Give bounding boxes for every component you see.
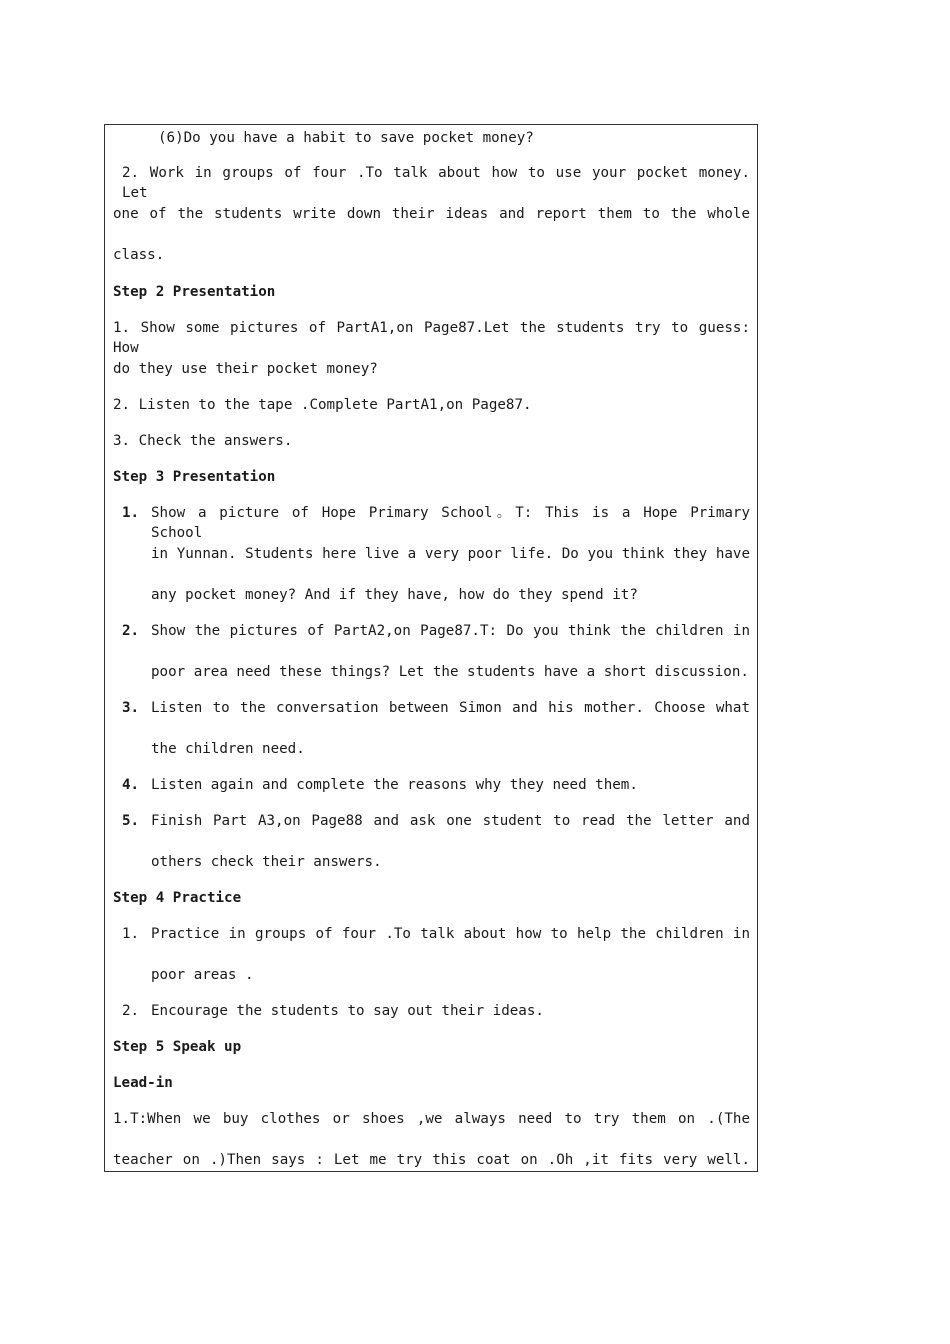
step1-item2-line1: 2. Work in groups of four .To talk about how to use your pocket money. Let — [122, 165, 750, 201]
step2-item2: 2. Listen to the tape .Complete PartA1,on Page87. — [113, 397, 532, 413]
step3-item5-line2: others check their answers. — [151, 854, 382, 870]
step3-number-2: 2. — [122, 623, 140, 639]
step3-item4: Listen again and complete the reasons why they need them. — [151, 777, 638, 793]
step3-item2-line1: Show the pictures of PartA2,on Page87.T: Do you think the children in — [151, 623, 750, 639]
step4-item1-line2: poor areas . — [151, 967, 254, 983]
lead-in-subheading: Lead-in — [113, 1075, 173, 1091]
step4-item2: Encourage the students to say out their ideas. — [151, 1003, 544, 1019]
step3-item2-line2: poor area need these things? Let the students have a short discussion. — [151, 664, 749, 680]
step5-heading: Step 5 Speak up — [113, 1039, 242, 1055]
step4-item1-line1: Practice in groups of four .To talk about how to help the children in — [151, 926, 750, 942]
step1-item2-line3: class. — [113, 247, 165, 263]
step2-item3: 3. Check the answers. — [113, 433, 293, 449]
step4-number-2: 2. — [122, 1003, 140, 1019]
step2-item1-line2: do they use their pocket money? — [113, 361, 378, 377]
step3-item1-line2: in Yunnan. Students here live a very poor life. Do you think they have — [151, 546, 750, 562]
step3-number-4: 4. — [122, 777, 140, 793]
step3-number-3: 3. — [122, 700, 140, 716]
step3-number-5: 5. — [122, 813, 140, 829]
step2-item1-line1: 1. Show some pictures of PartA1,on Page87.Let the students try to guess: How — [113, 320, 750, 356]
step3-item3-line1: Listen to the conversation between Simon and his mother. Choose what — [151, 700, 750, 716]
step4-number-1: 1. — [122, 926, 140, 942]
step3-item1-line1: Show a picture of Hope Primary School。T: This is a Hope Primary School — [151, 505, 750, 541]
step5-item1-line1: 1.T:When we buy clothes or shoes ,we always need to try them on .(The — [113, 1111, 750, 1127]
step3-heading: Step 3 Presentation — [113, 469, 276, 485]
step3-item1-line3: any pocket money? And if they have, how do they spend it? — [151, 587, 638, 603]
question-6: (6)Do you have a habit to save pocket money? — [158, 130, 534, 146]
step4-heading: Step 4 Practice — [113, 890, 242, 906]
step3-item5-line1: Finish Part A3,on Page88 and ask one student to read the letter and — [151, 813, 750, 829]
step3-item3-line2: the children need. — [151, 741, 305, 757]
step1-item2-line2: one of the students write down their ideas and report them to the whole — [113, 206, 750, 222]
step3-number-1: 1. — [122, 505, 140, 521]
step2-heading: Step 2 Presentation — [113, 284, 276, 300]
step5-item1-line2: teacher on .)Then says : Let me try this coat on .Oh ,it fits very well. — [113, 1152, 750, 1168]
